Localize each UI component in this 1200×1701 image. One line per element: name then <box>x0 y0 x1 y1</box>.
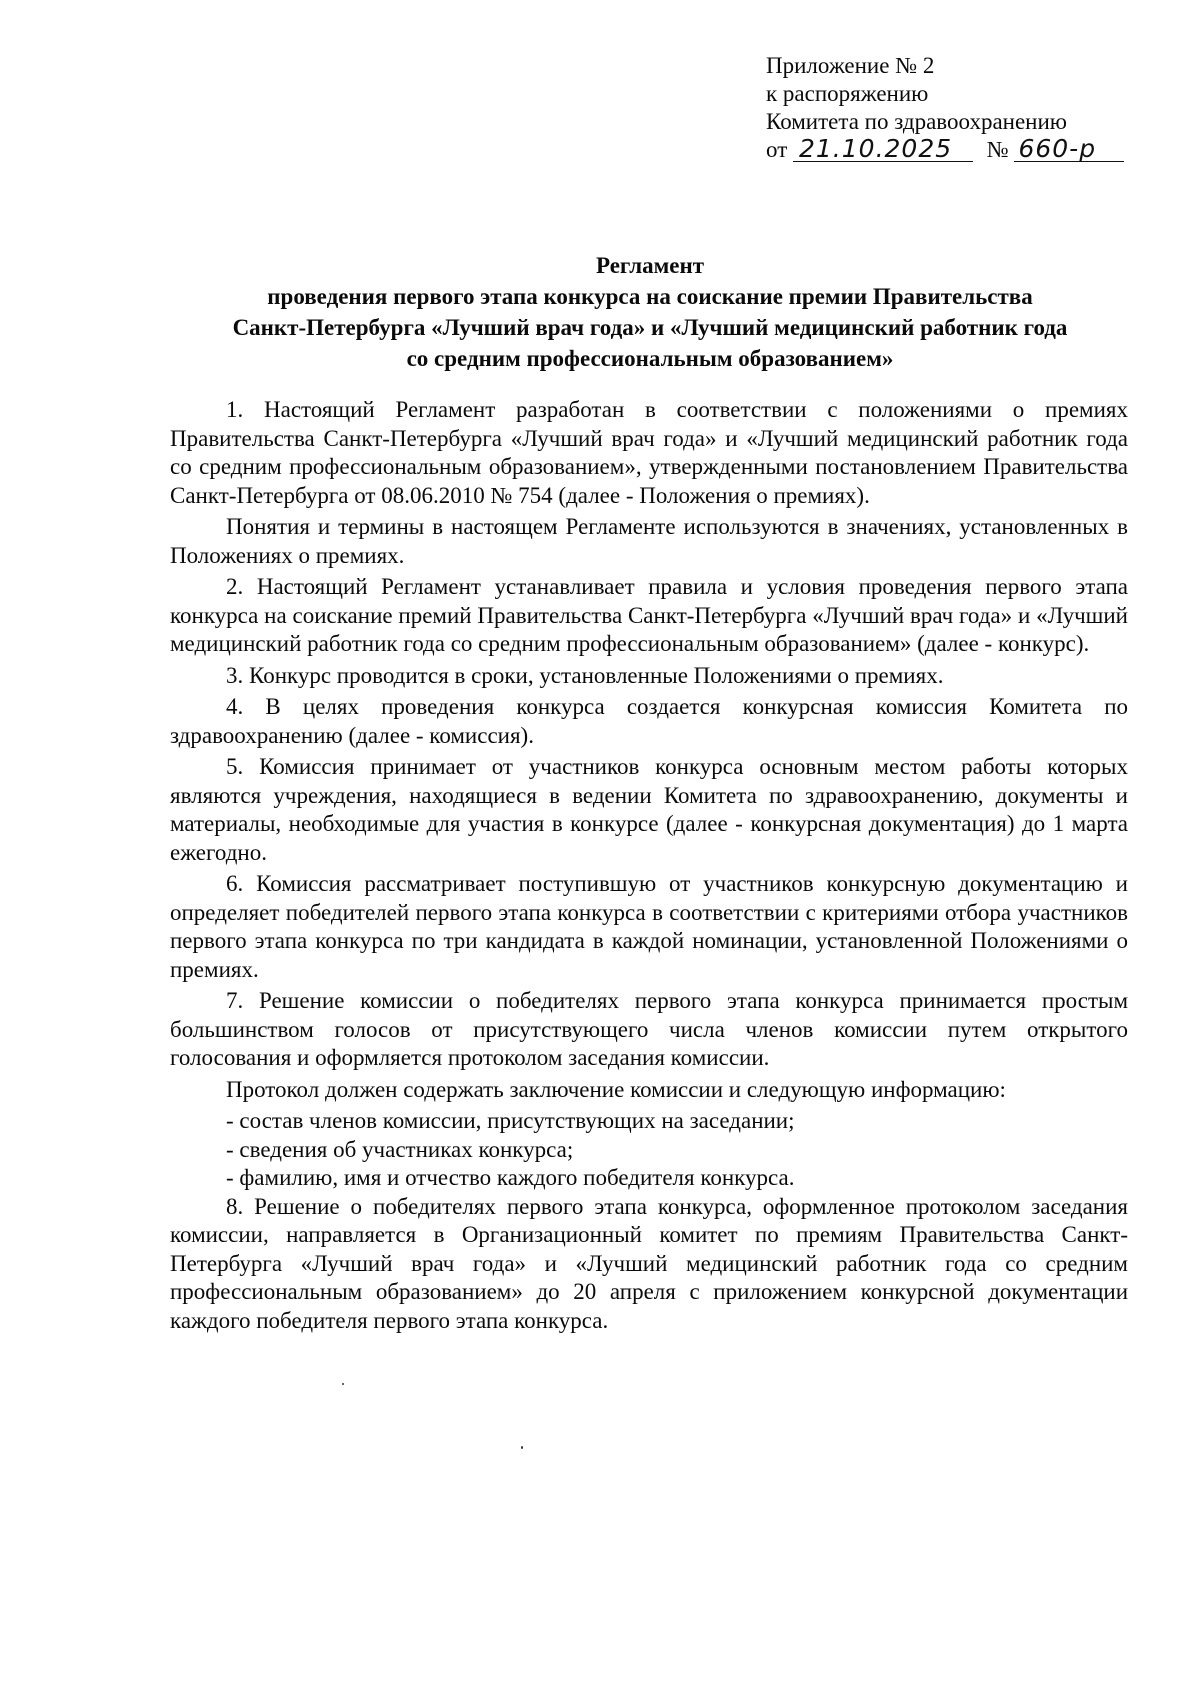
paragraph-1: 1. Настоящий Регламент разработан в соответствии с положениями о премиях Правительства Санкт-Петербурга «Лучший врач года» и «Лучший медицинский работник года со средним профессиональным образованием», утвержденными постановлением Правительства Санкт-Петербурга от 08.06.2010 № 754 (далее - Положения о премиях). <box>170 397 1128 508</box>
list-item: - состав членов комиссии, присутствующих на заседании; <box>226 1108 795 1133</box>
paragraph-4: 4. В целях проведения конкурса создается конкурсная комиссия Комитета по здравоохранению (далее - комиссия). <box>170 694 1128 748</box>
paragraph-3: 3. Конкурс проводится в сроки, установленные Положениями о премиях. <box>226 662 944 688</box>
title-line: со средним профессиональным образованием» <box>406 346 894 371</box>
title-line: Санкт-Петербурга «Лучший врач года» и «Лучший медицинский работник года <box>232 315 1068 340</box>
appendix-reference: к распоряжению <box>766 81 929 106</box>
paragraph-5: 5. Комиссия принимает от участников конкурса основным местом работы которых являются учреждения, находящиеся в ведении Комитета по здравоохранению, документы и материалы, необходимые для участия в конкурсе (далее - конкурсная документация) до 1 марта ежегодно. <box>170 754 1128 865</box>
list-item: - фамилию, имя и отчество каждого победителя конкурса. <box>226 1165 795 1190</box>
appendix-date-number-row <box>766 136 1126 164</box>
paragraph-6: 6. Комиссия рассматривает поступившую от участников конкурсную документацию и определяет победителей первого этапа конкурса в соответствии с критериями отбора участников первого этапа конкурса по три кандидата в каждой номинации, установленной Положениями о премиях. <box>170 871 1128 982</box>
appendix-title: Приложение № 2 <box>766 53 935 78</box>
appendix-header <box>766 52 1126 164</box>
title-line: Регламент <box>595 253 705 278</box>
paragraph-2: 2. Настоящий Регламент устанавливает правила и условия проведения первого этапа конкурса на соискание премий Правительства Санкт-Петербурга «Лучший врач года» и «Лучший медицинский работник года со средним профессиональным образованием» (далее - конкурс). <box>170 574 1128 656</box>
document-body <box>170 396 1128 1338</box>
paragraph-8: 8. Решение о победителях первого этапа конкурса, оформленное протоколом заседания комиссии, направляется в Организационный комитет по премиям Правительства Санкт-Петербурга «Лучший врач года» и «Лучший медицинский работник года со средним профессиональным образованием» до 20 апреля с приложением конкурсной документации каждого победителя первого этапа конкурса. <box>170 1193 1128 1333</box>
paragraph-7: 7. Решение комиссии о победителях первого этапа конкурса принимается простым большинством голосов от присутствующего числа членов комиссии путем открытого голосования и оформляется протоколом заседания комиссии. <box>170 988 1128 1070</box>
paragraph-1-terms: Понятия и термины в настоящем Регламенте используются в значениях, установленных в Положениях о премиях. <box>170 514 1128 568</box>
title-line: проведения первого этапа конкурса на соискание премии Правительства <box>267 284 1033 309</box>
handwritten-number: 660-р <box>1014 137 1124 162</box>
number-prefix: № <box>986 137 1009 162</box>
list-item: - сведения об участниках конкурса; <box>226 1136 574 1162</box>
appendix-committee: Комитета по здравоохранению <box>766 109 1067 134</box>
document-title <box>170 250 1130 374</box>
date-prefix: от <box>766 137 788 162</box>
paragraph-7-protocol: Протокол должен содержать заключение комиссии и следующую информацию: <box>226 1076 1006 1102</box>
scan-speck <box>521 1446 523 1449</box>
handwritten-date: 21.10.2025 <box>793 137 973 162</box>
scan-speck <box>342 1383 344 1385</box>
